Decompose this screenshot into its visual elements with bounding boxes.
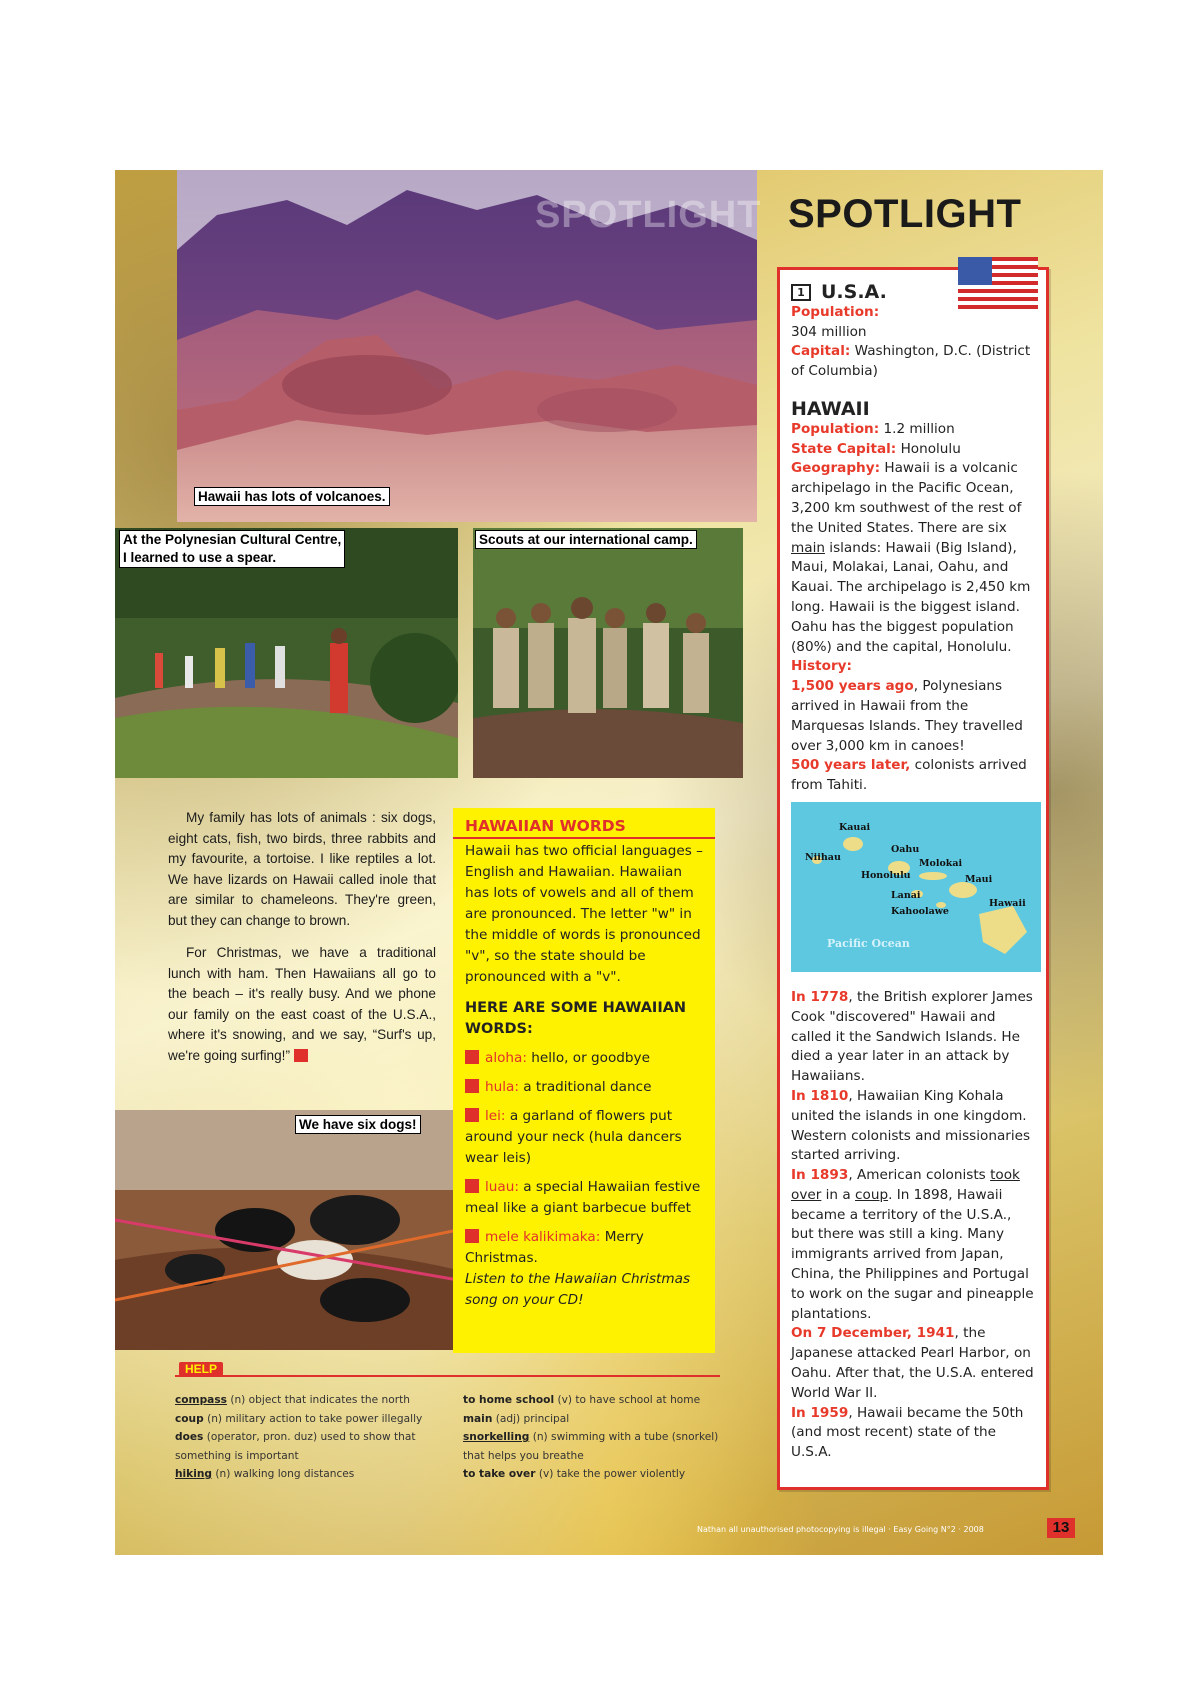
word-term: aloha: <box>485 1050 527 1066</box>
map-label-molokai: Molokai <box>919 857 963 869</box>
word-definition: a garland of flowers put around your neck (hula dancers wear leis) <box>465 1108 682 1166</box>
history-1941-date: On 7 December, 1941 <box>791 1325 955 1342</box>
glossary-entry <box>175 1410 451 1429</box>
dogs-photo <box>115 1110 458 1350</box>
magazine-page <box>115 170 1103 1555</box>
word-term: lei: <box>485 1108 506 1124</box>
word-item <box>465 1227 704 1269</box>
glossary-definition: (operator, pron. duz) used to show that something is important <box>175 1431 416 1462</box>
history-1959 <box>791 1404 1036 1463</box>
article-paragraph-2 <box>168 943 436 1066</box>
help-column-left <box>175 1391 451 1484</box>
map-label-kauai: Kauai <box>839 821 871 833</box>
end-mark-icon <box>294 1049 308 1062</box>
copyright-note: Nathan all unauthorised photocopying is illegal · Easy Going N°2 · 2008 <box>697 1525 984 1534</box>
hawaiian-words-box <box>453 808 715 1353</box>
word-item <box>465 1106 704 1169</box>
hawaiian-words-intro: Hawaii has two official languages – English and Hawaiian. Hawaiian has lots of vowels and all of them are pronounced. The letter "w" in the middle of words is pronounced "v", so the state should be pronounced with a "v". <box>465 843 703 985</box>
map-label-niihau: Niihau <box>805 851 841 863</box>
glossary-word: to home school <box>463 1394 555 1406</box>
map-label-hawaii: Hawaii <box>989 897 1026 909</box>
glossary-word: does <box>175 1431 204 1443</box>
history-1500-text: , Polynesians arrived in Hawaii from the Marquesas Islands. They travelled over 3,000 km in canoes! <box>791 678 1023 754</box>
page-number: 13 <box>1047 1518 1075 1538</box>
usa-capital-value: Washington, D.C. (District of Columbia) <box>791 343 1031 380</box>
usa-capital-label: Capital: <box>791 343 851 360</box>
bullet-square-icon <box>465 1050 479 1064</box>
history-500-text: colonists arrived from Tahiti. <box>791 757 1027 794</box>
glossary-word: hiking <box>175 1468 212 1480</box>
history-1893-text-b: in a <box>825 1186 851 1203</box>
facts-panel <box>777 267 1049 1490</box>
hawaii-capital-value: Honolulu <box>900 440 961 457</box>
glossary-word: to take over <box>463 1468 536 1480</box>
history-1893-text-c: . In 1898, Hawaii became a territory of the U.S.A., but there was still a king. Many immigrants arrived from Japan, China, the Philippines and Portugal to work on the sugar and pineapple plantations. <box>791 1186 1034 1322</box>
geography-text-a: Hawaii is a volcanic archipelago in the Pacific Ocean, 3,200 km southwest of the rest of the United States. There are six <box>791 460 1022 536</box>
polynesian-photo <box>115 528 458 778</box>
hawaiian-words-title: HAWAIIAN WORDS <box>453 816 715 839</box>
history-1959-date: In 1959 <box>791 1404 849 1421</box>
history-1500 <box>791 677 1036 756</box>
help-glossary <box>175 1362 720 1487</box>
history-500 <box>791 756 1036 796</box>
hawaiian-words-subtitle: HERE ARE SOME HAWAIIAN WORDS: <box>465 1000 687 1037</box>
usa-name: U.S.A. <box>821 281 887 303</box>
polynesian-caption-line2: I learned to use a spear. <box>123 550 277 565</box>
hawaiian-words-outro: Listen to the Hawaiian Christmas song on your CD! <box>465 1271 691 1308</box>
glossary-definition: (v) to have school at home <box>557 1394 701 1406</box>
history-label: History: <box>791 658 852 675</box>
bullet-square-icon <box>465 1179 479 1193</box>
article-paragraph-1: My family has lots of animals : six dogs, eight cats, fish, two birds, three rabbits and my favourite, a tortoise. I like reptiles a lot. We have lizards on Hawaii called inole that are similar to chameleons. They're green, but they can change to brown. <box>168 810 436 928</box>
glossary-word: main <box>463 1412 493 1425</box>
history-1941-text: , the Japanese attacked Pearl Harbor, on Oahu. After that, the U.S.A. entered World War II. <box>791 1325 1034 1401</box>
usa-capital <box>791 342 1036 382</box>
usa-population-value: 304 million <box>791 323 867 340</box>
geography-text-b: islands: Hawaii (Big Island), Maui, Molakai, Lanai, Oahu, and Kauai. The archipelago is 2,450 km long. Hawaii is the biggest island. Oahu has the biggest population (80%) and the capital, Honolulu. <box>791 539 1031 655</box>
hawaii-geography <box>791 459 1036 657</box>
history-1893-date: In 1893 <box>791 1167 849 1184</box>
glossary-entry <box>463 1428 723 1465</box>
hawaii-heading: HAWAII <box>791 397 870 420</box>
glossary-definition: (n) swimming with a tube (snorkel) that helps you breathe <box>463 1431 719 1462</box>
article-paragraph-2-text: For Christmas, we have a traditional lunch with ham. Then Hawaiians all go to the beach – it's really busy. And we phone our family on the east coast of the U.S.A., where it's snowing, and we say, “Surf's up, we're going surfing!” <box>168 945 436 1063</box>
glossary-definition: (n) object that indicates the north <box>230 1394 410 1406</box>
history-1941 <box>791 1324 1036 1403</box>
history-1778 <box>791 988 1036 1087</box>
article-body <box>168 808 436 1078</box>
spotlight-ghost-title: SPOTLIGHT <box>535 194 762 236</box>
section-number: 1 <box>791 284 811 301</box>
glossary-word: compass <box>175 1394 227 1406</box>
history-1893-text-a: , American colonists <box>848 1167 986 1184</box>
bullet-square-icon <box>465 1108 479 1122</box>
history-1959-text: , Hawaii became the 50th (and most recent) state of the U.S.A. <box>791 1404 1024 1461</box>
history-1500-date: 1,500 years ago <box>791 678 914 695</box>
glossary-definition: (n) walking long distances <box>215 1468 355 1480</box>
word-item <box>465 1177 704 1219</box>
hawaii-capital <box>791 440 1036 460</box>
dogs-caption: We have six dogs! <box>295 1115 421 1134</box>
history-1810 <box>791 1087 1036 1166</box>
map-label-maui: Maui <box>965 873 993 885</box>
spotlight-title: SPOTLIGHT <box>788 192 1022 236</box>
glossary-entry <box>463 1465 723 1484</box>
glossary-entry <box>175 1428 451 1465</box>
history-1893-coup: coup <box>855 1186 889 1203</box>
hawaii-population-label: Population: <box>791 420 880 437</box>
word-item <box>465 1077 704 1098</box>
glossary-word: snorkelling <box>463 1431 530 1443</box>
geography-main-word: main <box>791 539 825 556</box>
polynesian-caption <box>119 530 345 568</box>
map-label-lanai: Lanai <box>891 889 921 901</box>
hawaii-capital-label: State Capital: <box>791 440 897 457</box>
glossary-entry <box>463 1391 723 1410</box>
history-1778-text: , the British explorer James Cook "discovered" Hawaii and called it the Sandwich Islands. He died a year later in an attack by Hawaiians. <box>791 988 1033 1085</box>
map-label-pacific-ocean: Pacific Ocean <box>827 936 910 950</box>
polynesian-caption-line1: At the Polynesian Cultural Centre, <box>123 532 342 547</box>
hawaii-map <box>791 802 1041 972</box>
word-definition: hello, or goodbye <box>531 1050 650 1066</box>
usa-population-label: Population: <box>791 303 880 320</box>
glossary-entry <box>175 1465 451 1484</box>
us-flag-icon <box>958 257 1038 309</box>
history-500-date: 500 years later, <box>791 757 911 774</box>
glossary-entry <box>175 1391 451 1410</box>
glossary-entry <box>463 1410 723 1429</box>
map-label-kahoolawe: Kahoolawe <box>891 905 949 917</box>
word-definition: a special Hawaiian festive meal like a giant barbecue buffet <box>465 1179 701 1216</box>
history-1810-text: , Hawaiian King Kohala united the islands in one kingdom. Western colonists and missionaries started arriving. <box>791 1087 1031 1164</box>
scouts-caption: Scouts at our international camp. <box>475 530 697 549</box>
hawaii-population <box>791 420 1036 440</box>
history-1893 <box>791 1166 1036 1324</box>
history-1778-date: In 1778 <box>791 988 849 1005</box>
word-item <box>465 1048 704 1069</box>
volcano-caption: Hawaii has lots of volcanoes. <box>194 487 390 506</box>
word-term: hula: <box>485 1079 519 1095</box>
bullet-square-icon <box>465 1079 479 1093</box>
history-1893-took-over: took over <box>791 1167 1020 1203</box>
word-term: mele kalikimaka: <box>485 1229 601 1245</box>
word-term: luau: <box>485 1179 519 1195</box>
map-label-honolulu: Honolulu <box>861 869 911 881</box>
geography-label: Geography: <box>791 460 881 477</box>
bullet-square-icon <box>465 1229 479 1243</box>
word-definition: a traditional dance <box>523 1079 652 1095</box>
word-definition: Merry Christmas. <box>465 1229 644 1266</box>
map-label-oahu: Oahu <box>891 843 920 855</box>
glossary-word: coup <box>175 1412 204 1425</box>
help-badge: HELP <box>179 1362 223 1376</box>
glossary-definition: (v) take the power violently <box>538 1468 686 1480</box>
history-1810-date: In 1810 <box>791 1087 849 1104</box>
glossary-definition: (adj) principal <box>495 1412 570 1425</box>
glossary-definition: (n) military action to take power illegally <box>207 1412 423 1425</box>
help-column-right <box>463 1391 723 1484</box>
hawaii-population-value: 1.2 million <box>883 420 955 437</box>
scouts-photo <box>473 528 743 778</box>
